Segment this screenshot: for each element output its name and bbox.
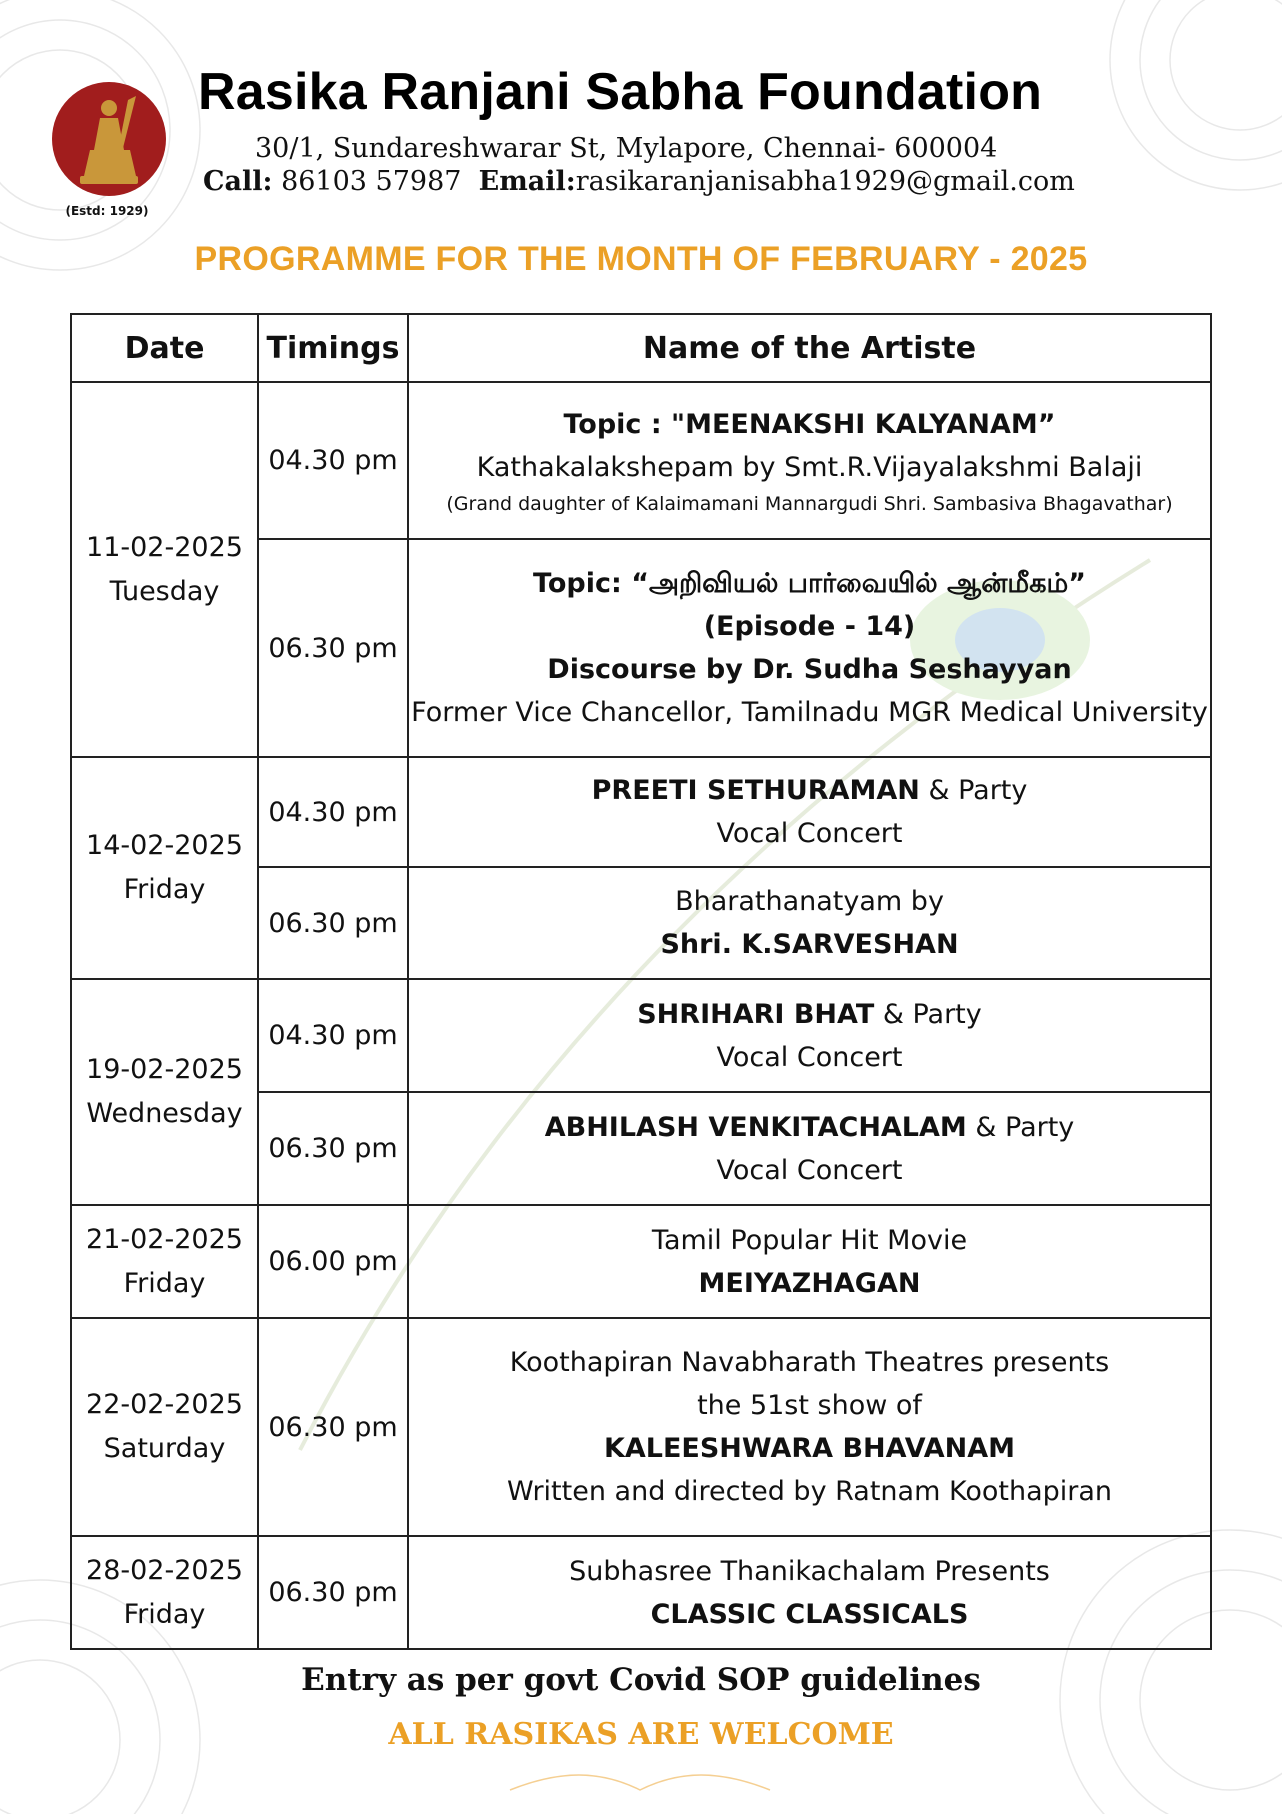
artiste-cell: [408, 539, 1211, 757]
artiste-cell: [408, 1536, 1211, 1649]
date-cell: [71, 1536, 258, 1649]
event-day: Friday: [123, 1267, 206, 1299]
event-day: Friday: [123, 1598, 206, 1630]
event-episode: (Episode - 14): [703, 611, 916, 642]
time-cell: 04.30 pm: [258, 382, 408, 539]
event-type: Vocal Concert: [716, 818, 903, 849]
table-row: [71, 757, 1211, 867]
header-date: Date: [71, 314, 258, 382]
artiste-name: ABHILASH VENKITACHALAM: [544, 1111, 967, 1143]
artiste-cell: [408, 1318, 1211, 1536]
speaker-title: Former Vice Chancellor, Tamilnadu MGR Medical University: [411, 697, 1208, 728]
welcome-message: ALL RASIKAS ARE WELCOME: [388, 1717, 894, 1752]
event-note: (Grand daughter of Kalaimamani Mannargudi Shri. Sambasiva Bhagavathar): [446, 492, 1173, 515]
event-credits: Written and directed by Ratnam Koothapiran: [506, 1476, 1113, 1507]
event-day: Friday: [123, 874, 206, 905]
time-cell: 06.30 pm: [258, 1536, 408, 1649]
event-type: Vocal Concert: [716, 1041, 903, 1073]
event-description: Kathakalakshepam by Smt.R.Vijayalakshmi Balaji: [476, 451, 1143, 483]
event-date: 19-02-2025: [86, 1054, 243, 1085]
event-day: Wednesday: [86, 1098, 243, 1129]
movie-name: MEIYAZHAGAN: [698, 1267, 921, 1299]
email-label: Email:: [478, 166, 576, 197]
artiste-cell: [408, 382, 1211, 539]
time-cell: 06.00 pm: [258, 1205, 408, 1318]
header: [0, 0, 1282, 300]
date-cell: [71, 757, 258, 979]
table-row: [71, 1205, 1211, 1318]
event-date: 14-02-2025: [86, 830, 243, 861]
table-row: [71, 979, 1211, 1092]
time-cell: 06.30 pm: [258, 1092, 408, 1205]
event-day: Tuesday: [109, 575, 220, 607]
artiste-cell: [408, 979, 1211, 1092]
event-day: Saturday: [103, 1433, 226, 1464]
organization-name: Rasika Ranjani Sabha Foundation: [198, 63, 1043, 121]
artiste-suffix: & Party: [919, 775, 1028, 806]
date-cell: [71, 979, 258, 1205]
event-date: 11-02-2025: [86, 531, 243, 563]
address: 30/1, Sundareshwarar St, Mylapore, Chennai- 600004: [255, 133, 998, 164]
time-cell: 06.30 pm: [258, 539, 408, 757]
date-cell: [71, 1318, 258, 1536]
table-row: [71, 1536, 1211, 1649]
event-date: 22-02-2025: [86, 1389, 243, 1420]
event-type: Bharathanatyam by: [675, 886, 944, 917]
artiste-name: PREETI SETHURAMAN: [591, 775, 920, 806]
event-date: 21-02-2025: [86, 1223, 243, 1255]
artiste-name: Shri. K.SARVESHAN: [660, 929, 959, 960]
event-presenter: Koothapiran Navabharath Theatres presents: [509, 1347, 1110, 1378]
event-speaker: Discourse by Dr. Sudha Seshayyan: [547, 654, 1072, 685]
established-year: (Estd: 1929): [65, 204, 149, 218]
artiste-name: SHRIHARI BHAT: [637, 998, 875, 1030]
time-cell: 04.30 pm: [258, 757, 408, 867]
artiste-suffix: & Party: [966, 1111, 1075, 1143]
time-cell: 06.30 pm: [258, 867, 408, 979]
call-label: Call:: [203, 166, 273, 197]
play-name: KALEESHWARA BHAVANAM: [603, 1433, 1016, 1464]
event-title: CLASSIC CLASSICALS: [650, 1598, 969, 1630]
header-artiste: Name of the Artiste: [408, 314, 1211, 382]
programme-title: PROGRAMME FOR THE MONTH OF FEBRUARY - 2025: [194, 240, 1088, 278]
event-topic: Topic : "MEENAKSHI KALYANAM”: [563, 408, 1056, 440]
sabha-logo: [50, 80, 168, 198]
artiste-cell: [408, 867, 1211, 979]
time-cell: 06.30 pm: [258, 1318, 408, 1536]
event-presenter: Subhasree Thanikachalam Presents: [569, 1555, 1050, 1587]
artiste-cell: [408, 757, 1211, 867]
date-cell: [71, 382, 258, 757]
header-timings: Timings: [258, 314, 408, 382]
event-type: Tamil Popular Hit Movie: [651, 1224, 968, 1256]
artiste-cell: [408, 1092, 1211, 1205]
schedule-table: [70, 313, 1212, 1650]
contact-line: [203, 166, 1075, 197]
artiste-cell: [408, 1205, 1211, 1318]
event-topic: Topic: “அறிவியல் பார்வையில் ஆன்மீகம்”: [533, 568, 1086, 599]
email-address: rasikaranjanisabha1929@gmail.com: [575, 166, 1075, 197]
event-date: 28-02-2025: [86, 1554, 243, 1586]
bottom-ornament: [510, 1775, 770, 1790]
time-cell: 04.30 pm: [258, 979, 408, 1092]
phone-number: 86103 57987: [281, 166, 462, 197]
date-cell: [71, 1205, 258, 1318]
covid-note: Entry as per govt Covid SOP guidelines: [301, 1662, 981, 1698]
event-show-count: the 51st show of: [697, 1390, 922, 1421]
table-row: [71, 1318, 1211, 1536]
artiste-suffix: & Party: [874, 998, 982, 1030]
event-type: Vocal Concert: [716, 1154, 903, 1186]
table-row: [71, 382, 1211, 539]
table-header-row: [71, 314, 1211, 382]
